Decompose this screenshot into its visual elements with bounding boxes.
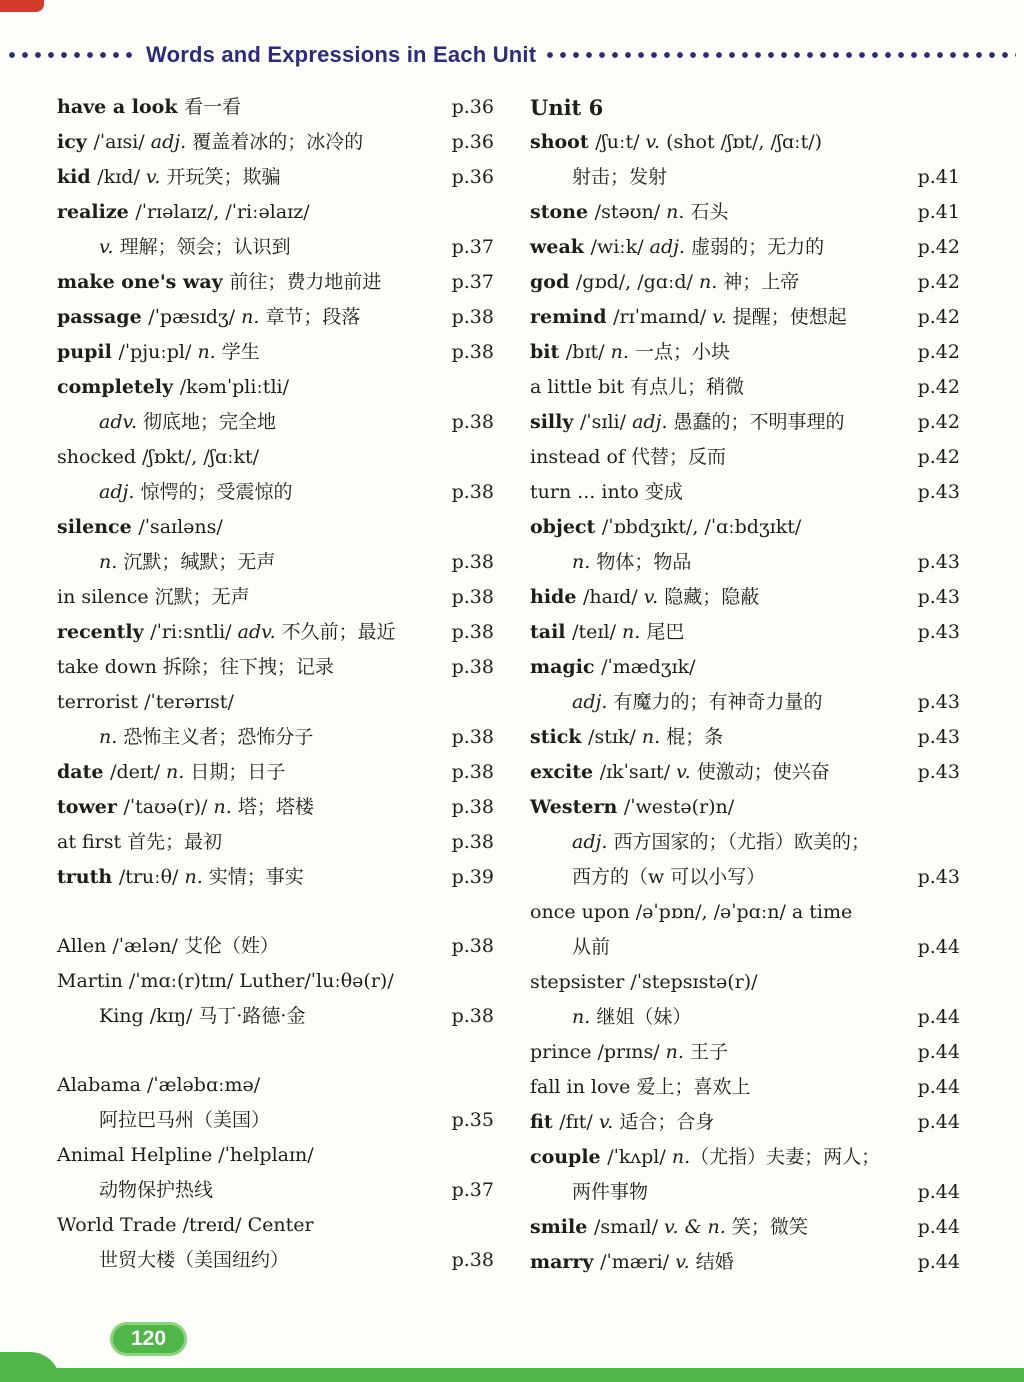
page-ref: p.38 [451,621,494,643]
entry-text: once upon /əˈpɒn/, /əˈpɑːn/ a time [530,901,853,923]
unit-heading [530,90,960,125]
entry-text: date /deɪt/ n. 日期；日子 [57,761,286,783]
vocab-row [57,1138,494,1173]
vocab-row [57,90,494,125]
page-ref: p.38 [451,551,494,573]
top-left-red-accent [0,0,44,12]
vocab-row [57,615,494,650]
page-ref: p.44 [917,1251,960,1273]
entry-text: Allen /ˈælən/ 艾伦（姓） [57,935,279,957]
entry-text: Alabama /ˈæləbɑːmə/ [57,1074,261,1096]
page-ref: p.38 [451,306,494,328]
page-ref: p.37 [451,271,494,293]
entry-text: pupil /ˈpjuːpl/ n. 学生 [57,341,260,363]
page-ref: p.43 [917,761,960,783]
entry-text: smile /smaɪl/ v. & n. 笑；微笑 [530,1216,808,1238]
entry-text: truth /truːθ/ n. 实情；事实 [57,866,304,888]
vocab-row [530,720,960,755]
decorative-dots-right [546,51,1016,59]
vocab-row [530,405,960,440]
entry-text: stick /stɪk/ n. 棍；条 [530,726,724,748]
vocab-row [530,755,960,790]
entry-text: adj. 惊愕的；受震惊的 [99,481,293,503]
page-ref: p.44 [917,1111,960,1133]
vocab-row [57,860,494,895]
entry-text: have a look 看一看 [57,96,242,118]
vocab-row [57,370,494,405]
vocab-row [57,510,494,545]
entry-text: hide /haɪd/ v. 隐藏；隐蔽 [530,586,760,608]
entry-text: turn ... into 变成 [530,481,683,503]
page-ref: p.38 [451,481,494,503]
entry-text: remind /rɪˈmaɪnd/ v. 提醒；使想起 [530,306,847,328]
vocab-row [530,335,960,370]
vocab-row [530,195,960,230]
entry-text: terrorist /ˈterərɪst/ [57,691,234,713]
entry-text: shoot /ʃuːt/ v. (shot /ʃɒt/, /ʃɑːt/) [530,131,823,153]
vocab-row [57,650,494,685]
right-column [530,90,960,1280]
page-ref: p.38 [451,656,494,678]
page-ref: p.38 [451,796,494,818]
entry-text: silly /ˈsɪli/ adj. 愚蠢的；不明事理的 [530,411,845,433]
vocab-row [530,370,960,405]
vocab-row [530,860,960,895]
vocab-row [57,160,494,195]
vocab-row [57,790,494,825]
vocab-row [530,510,960,545]
vocab-row [530,265,960,300]
vocab-row [57,335,494,370]
entry-text: 从前 [572,936,611,958]
entry-text: fall in love 爱上；喜欢上 [530,1076,751,1098]
page-ref: p.42 [917,446,960,468]
page-ref: p.38 [451,935,494,957]
vocab-row [57,685,494,720]
vocab-row [530,650,960,685]
bottom-left-green-corner [0,1352,60,1382]
page-ref: p.44 [917,1216,960,1238]
entry-text: god /gɒd/, /gɑːd/ n. 神；上帝 [530,271,800,293]
vocab-row [530,1105,960,1140]
page-ref: p.43 [917,621,960,643]
entry-text: adj. 有魔力的；有神奇力量的 [572,691,823,713]
entry-text: excite /ɪkˈsaɪt/ v. 使激动；使兴奋 [530,761,830,783]
page-number-badge: 120 [110,1322,187,1356]
vocab-row [57,195,494,230]
vocab-row [530,1210,960,1245]
entry-text: World Trade /treɪd/ Center [57,1214,314,1236]
page-title: Words and Expressions in Each Unit [146,42,537,67]
entry-text: prince /prɪns/ n. 王子 [530,1041,728,1063]
vocab-row [530,580,960,615]
page-ref: p.42 [917,271,960,293]
page-ref: p.36 [451,96,494,118]
entry-text: completely /kəmˈpliːtli/ [57,376,289,398]
entry-text: instead of 代替；反而 [530,446,726,468]
page-ref: p.35 [451,1109,494,1131]
vocab-row [57,720,494,755]
page-ref: p.42 [917,236,960,258]
page-ref: p.36 [451,166,494,188]
entry-text: adv. 彻底地；完全地 [99,411,277,433]
vocab-row [57,580,494,615]
vocab-row [57,125,494,160]
vocab-row [57,300,494,335]
vocab-row [57,440,494,475]
vocab-row [57,755,494,790]
left-column [57,90,494,1278]
page-ref: p.43 [917,691,960,713]
entry-text: marry /ˈmæri/ v. 结婚 [530,1251,734,1273]
vocab-row [57,545,494,580]
entry-text: fit /fɪt/ v. 适合；合身 [530,1111,715,1133]
page-ref: p.38 [451,1005,494,1027]
page-ref: p.43 [917,586,960,608]
entry-text: make one's way 前往；费力地前进 [57,271,382,293]
entry-text: n. 物体；物品 [572,551,692,573]
entry-text: passage /ˈpæsɪdʒ/ n. 章节；段落 [57,306,361,328]
vocab-row [530,825,960,860]
entry-text: King /kɪŋ/ 马丁·路德·金 [99,1005,306,1027]
vocab-row [530,615,960,650]
vocab-row [57,475,494,510]
page-ref: p.38 [451,831,494,853]
page-ref: p.41 [917,201,960,223]
entry-text: Western /ˈwestə(r)n/ [530,796,735,818]
entry-text: 阿拉巴马州（美国） [99,1109,271,1131]
vocab-row [530,1035,960,1070]
entry-text: in silence 沉默；无声 [57,586,250,608]
entry-text: stepsister /ˈstepsɪstə(r)/ [530,971,758,993]
entry-text: silence /ˈsaɪləns/ [57,516,223,538]
vocab-row [57,964,494,999]
vocab-row [57,1103,494,1138]
vocab-row [530,930,960,965]
vocab-row [57,1243,494,1278]
page-ref: p.42 [917,411,960,433]
page-ref: p.38 [451,761,494,783]
entry-text: Unit 6 [530,95,604,120]
vocab-row [57,999,494,1034]
page-ref: p.44 [917,1181,960,1203]
vocab-row [57,230,494,265]
vocab-row [530,160,960,195]
bottom-green-border [0,1368,1024,1382]
vocab-row [530,1175,960,1210]
page-ref: p.41 [917,166,960,188]
page-ref: p.38 [451,586,494,608]
entry-text: 世贸大楼（美国纽约） [99,1249,290,1271]
page-ref: p.43 [917,726,960,748]
vocab-row [530,685,960,720]
vocab-row [57,405,494,440]
entry-text: Animal Helpline /ˈhelplaɪn/ [57,1144,314,1166]
page-ref: p.39 [451,866,494,888]
entry-text: 射击；发射 [572,166,668,188]
entry-text: tower /ˈtaʊə(r)/ n. 塔；塔楼 [57,796,314,818]
page-ref: p.38 [451,1249,494,1271]
vocab-row [57,929,494,964]
page-ref: p.44 [917,1006,960,1028]
page-ref: p.38 [451,411,494,433]
decorative-dots-left [8,51,136,59]
page-ref: p.37 [451,236,494,258]
vocab-row [530,895,960,930]
entry-text: a little bit 有点儿；稍微 [530,376,745,398]
entry-text: shocked /ʃɒkt/, /ʃɑːkt/ [57,446,260,468]
vocab-row [530,440,960,475]
page-ref: p.43 [917,481,960,503]
entry-text: n. 恐怖主义者；恐怖分子 [99,726,314,748]
vocab-row [57,265,494,300]
vocab-row [530,475,960,510]
entry-text: tail /teɪl/ n. 尾巴 [530,621,685,643]
entry-text: v. 理解；领会；认识到 [99,236,291,258]
entry-text: realize /ˈrɪəlaɪz/, /ˈriːəlaɪz/ [57,201,310,223]
entry-text: icy /ˈaɪsi/ adj. 覆盖着冰的；冰冷的 [57,131,364,153]
vocab-row [530,965,960,1000]
vocab-row [57,1068,494,1103]
page-ref: p.36 [451,131,494,153]
page-ref: p.38 [451,726,494,748]
page-ref: p.44 [917,1041,960,1063]
page-ref: p.42 [917,376,960,398]
vocab-row [57,825,494,860]
page-ref: p.44 [917,936,960,958]
vocab-row [530,1140,960,1175]
page-header [8,42,1016,68]
page-ref: p.38 [451,341,494,363]
entry-text: n. 继姐（妹） [572,1006,692,1028]
page-ref: p.37 [451,1179,494,1201]
page-ref: p.44 [917,1076,960,1098]
page-ref: p.43 [917,551,960,573]
entry-text: 两件事物 [572,1181,649,1203]
entry-text: take down 拆除；往下拽；记录 [57,656,334,678]
page-ref: p.43 [917,866,960,888]
entry-text: 西方的（w 可以小写） [572,866,766,888]
entry-text: 动物保护热线 [99,1179,214,1201]
entry-text: bit /bɪt/ n. 一点；小块 [530,341,730,363]
vocab-row [530,790,960,825]
entry-text: adj. 西方国家的；（尤指）欧美的； [572,831,870,853]
vocab-row [530,300,960,335]
vocab-row [530,1000,960,1035]
entry-text: at first 首先；最初 [57,831,223,853]
entry-text: n. 沉默；缄默；无声 [99,551,276,573]
vocab-row [530,1245,960,1280]
entry-text: recently /ˈriːsntli/ adv. 不久前；最近 [57,621,396,643]
entry-text: magic /ˈmædʒɪk/ [530,656,696,678]
vocab-row [530,230,960,265]
vocab-row [530,1070,960,1105]
entry-text: object /ˈɒbdʒɪkt/, /ˈɑːbdʒɪkt/ [530,516,802,538]
entry-text: weak /wiːk/ adj. 虚弱的；无力的 [530,236,825,258]
page-ref: p.42 [917,306,960,328]
vocab-row [530,545,960,580]
entry-text: Martin /ˈmɑː(r)tɪn/ Luther/ˈluːθə(r)/ [57,970,394,992]
entry-text: couple /ˈkʌpl/ n.（尤指）夫妻；两人； [530,1146,881,1168]
vocab-row [57,1208,494,1243]
entry-text: stone /stəʊn/ n. 石头 [530,201,729,223]
vocab-row [57,1173,494,1208]
entry-text: kid /kɪd/ v. 开玩笑；欺骗 [57,166,281,188]
page-ref: p.42 [917,341,960,363]
vocab-row [530,125,960,160]
